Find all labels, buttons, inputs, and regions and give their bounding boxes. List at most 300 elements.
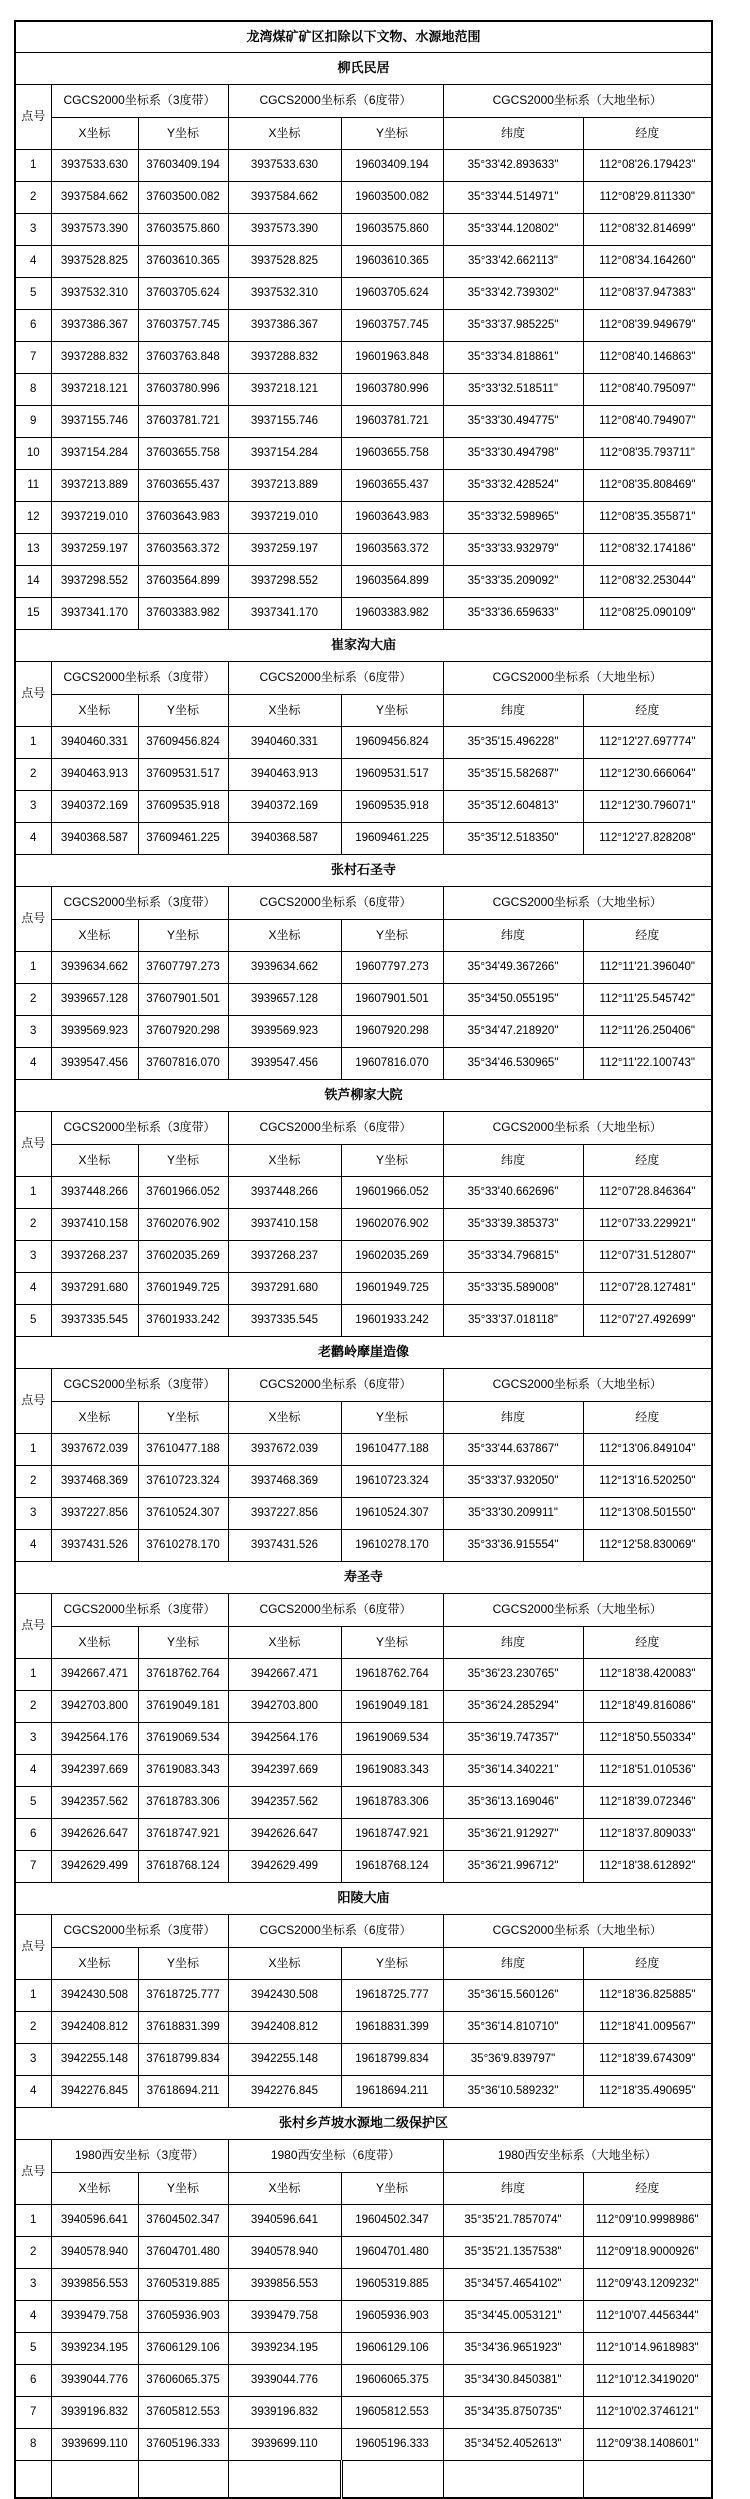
column-header-system: CGCS2000坐标系（大地坐标） (443, 1369, 712, 1402)
coordinate-value: 35°34'57.4654102" (443, 2269, 583, 2301)
coordinate-value: 35°36'15.560126" (443, 1980, 583, 2012)
coordinate-value: 35°33'33.932979" (443, 534, 583, 566)
coordinate-value: 19603575.860 (341, 214, 443, 246)
section-title: 柳氏民居 (15, 53, 712, 85)
coordinate-value: 35°36'21.912927" (443, 1819, 583, 1851)
coordinate-value: 112°12'30.796071" (583, 791, 712, 823)
point-number: 13 (15, 534, 51, 566)
coordinate-value: 35°34'47.218920" (443, 1016, 583, 1048)
page-title: 龙湾煤矿矿区扣除以下文物、水源地范围 (15, 21, 712, 53)
coordinate-value: 3937573.390 (228, 214, 341, 246)
data-row (15, 1980, 712, 2012)
coordinate-value: 35°33'42.662113" (443, 246, 583, 278)
coordinate-value: 35°33'42.893633" (443, 150, 583, 182)
coordinate-value: 3942357.562 (228, 1787, 341, 1819)
coordinate-value: 19604701.480 (341, 2237, 443, 2269)
coordinate-value: 3937468.369 (51, 1466, 138, 1498)
coordinate-value: 112°12'30.666064" (583, 759, 712, 791)
coordinate-value: 112°18'41.009567" (583, 2012, 712, 2044)
coordinate-value: 3940463.913 (51, 759, 138, 791)
coordinate-value: 37609535.918 (138, 791, 228, 823)
coordinate-value: 3939196.832 (228, 2397, 341, 2429)
coordinate-value: 37604701.480 (138, 2237, 228, 2269)
point-number: 3 (15, 214, 51, 246)
coordinate-value: 112°08'40.146863" (583, 342, 712, 374)
coordinate-value: 35°35'15.496228" (443, 727, 583, 759)
point-number: 4 (15, 2301, 51, 2333)
coordinate-value: 3937528.825 (228, 246, 341, 278)
coordinate-value: 19603563.372 (341, 534, 443, 566)
point-number: 15 (15, 598, 51, 630)
coordinate-value: 19601966.052 (341, 1177, 443, 1209)
column-header-lon: 经度 (583, 118, 712, 150)
coordinate-value: 35°34'30.8450381" (443, 2365, 583, 2397)
coordinate-value: 3942430.508 (228, 1980, 341, 2012)
column-header-system: CGCS2000坐标系（大地坐标） (443, 1915, 712, 1948)
coordinate-value: 19603500.082 (341, 182, 443, 214)
header-sub-row (15, 118, 712, 150)
coordinate-value: 37602035.269 (138, 1241, 228, 1273)
coordinate-value: 35°34'46.530965" (443, 1048, 583, 1080)
coordinate-value: 35°34'36.9651923" (443, 2333, 583, 2365)
column-header-y: Y坐标 (138, 1402, 228, 1434)
coordinate-value: 112°08'32.174186" (583, 534, 712, 566)
coordinate-value: 37610278.170 (138, 1530, 228, 1562)
point-number: 2 (15, 759, 51, 791)
data-row (15, 1691, 712, 1723)
coordinate-value: 3942255.148 (228, 2044, 341, 2076)
data-row (15, 502, 712, 534)
coordinate-value: 37603409.194 (138, 150, 228, 182)
coordinate-value: 37603610.365 (138, 246, 228, 278)
coordinate-value: 19602035.269 (341, 1241, 443, 1273)
column-header-lat: 纬度 (443, 1402, 583, 1434)
coordinate-value: 37607901.501 (138, 984, 228, 1016)
section-title: 崔家沟大庙 (15, 630, 712, 662)
data-row (15, 566, 712, 598)
point-number: 2 (15, 182, 51, 214)
point-number: 6 (15, 2365, 51, 2397)
coordinate-value: 35°33'30.209911" (443, 1498, 583, 1530)
column-header-lon: 经度 (583, 1948, 712, 1980)
point-number: 1 (15, 2205, 51, 2237)
coordinate-value: 19603643.983 (341, 502, 443, 534)
coordinate-value: 3939044.776 (51, 2365, 138, 2397)
coordinate-value: 35°34'45.0053121" (443, 2301, 583, 2333)
coordinate-value: 35°36'9.839797" (443, 2044, 583, 2076)
coordinate-value: 112°07'28.846364" (583, 1177, 712, 1209)
column-header-x: X坐标 (51, 1627, 138, 1659)
point-number: 8 (15, 2429, 51, 2461)
coordinate-value: 35°33'36.915554" (443, 1530, 583, 1562)
coordinate-value: 37618747.921 (138, 1819, 228, 1851)
data-row (15, 1305, 712, 1337)
column-header-y: Y坐标 (341, 695, 443, 727)
data-row (15, 246, 712, 278)
coordinate-value: 19619083.343 (341, 1755, 443, 1787)
coordinate-value: 112°10'07.4456344" (583, 2301, 712, 2333)
coordinate-value: 35°33'35.209092" (443, 566, 583, 598)
column-header-point: 点号 (15, 1594, 51, 1659)
column-header-system: 1980西安坐标（3度带） (51, 2140, 228, 2173)
coordinate-value: 3937448.266 (51, 1177, 138, 1209)
coordinate-value: 3937155.746 (51, 406, 138, 438)
coordinate-value: 3937219.010 (228, 502, 341, 534)
coordinate-value: 19603383.982 (341, 598, 443, 630)
coordinate-value: 3937259.197 (51, 534, 138, 566)
coordinate-value: 3937291.680 (51, 1273, 138, 1305)
point-number: 14 (15, 566, 51, 598)
coordinate-value: 19602076.902 (341, 1209, 443, 1241)
coordinate-value: 37609531.517 (138, 759, 228, 791)
empty-cell (583, 2461, 712, 2499)
column-header-system: CGCS2000坐标系（3度带） (51, 887, 228, 920)
coordinate-value: 37619083.343 (138, 1755, 228, 1787)
coordinate-value: 35°33'35.589008" (443, 1273, 583, 1305)
column-header-point: 点号 (15, 2140, 51, 2205)
column-header-system: 1980西安坐标（6度带） (228, 2140, 443, 2173)
header-group-row (15, 1112, 712, 1145)
coordinate-value: 19610524.307 (341, 1498, 443, 1530)
coordinate-value: 3940596.641 (51, 2205, 138, 2237)
coordinate-value: 35°33'34.818861" (443, 342, 583, 374)
coordinate-value: 19603757.745 (341, 310, 443, 342)
empty-cell (341, 2461, 443, 2499)
coordinate-value: 3937386.367 (228, 310, 341, 342)
column-header-lon: 经度 (583, 1145, 712, 1177)
header-group-row (15, 2140, 712, 2173)
coordinate-value: 3937468.369 (228, 1466, 341, 1498)
point-number: 5 (15, 1305, 51, 1337)
coordinate-value: 3940460.331 (51, 727, 138, 759)
coordinate-value: 112°08'26.179423" (583, 150, 712, 182)
coordinate-value: 112°09'10.9998986" (583, 2205, 712, 2237)
coordinate-value: 112°09'43.1209232" (583, 2269, 712, 2301)
coordinate-value: 19601949.725 (341, 1273, 443, 1305)
coordinate-value: 112°18'39.072346" (583, 1787, 712, 1819)
coordinate-value: 19609531.517 (341, 759, 443, 791)
coordinate-value: 35°34'49.367266" (443, 952, 583, 984)
coordinate-value: 3937341.170 (228, 598, 341, 630)
column-header-y: Y坐标 (341, 1627, 443, 1659)
header-group-row (15, 887, 712, 920)
coordinate-value: 37601949.725 (138, 1273, 228, 1305)
data-row (15, 1659, 712, 1691)
coordinate-value: 3942276.845 (51, 2076, 138, 2108)
coordinate-value: 3937268.237 (51, 1241, 138, 1273)
coordinate-value: 35°33'44.637867" (443, 1434, 583, 1466)
coordinate-value: 37603500.082 (138, 182, 228, 214)
data-row (15, 182, 712, 214)
point-number: 4 (15, 823, 51, 855)
column-header-lat: 纬度 (443, 1145, 583, 1177)
data-row (15, 791, 712, 823)
coordinate-value: 112°08'37.947383" (583, 278, 712, 310)
coordinate-value: 19605812.553 (341, 2397, 443, 2429)
data-row (15, 1209, 712, 1241)
column-header-lon: 经度 (583, 920, 712, 952)
coordinate-value: 35°35'21.1357538" (443, 2237, 583, 2269)
coordinate-value: 3942255.148 (51, 2044, 138, 2076)
data-row (15, 438, 712, 470)
coordinate-value: 112°18'35.490695" (583, 2076, 712, 2108)
data-row (15, 406, 712, 438)
data-row (15, 759, 712, 791)
coordinate-value: 37603643.983 (138, 502, 228, 534)
coordinate-value: 3942357.562 (51, 1787, 138, 1819)
point-number: 1 (15, 952, 51, 984)
data-row (15, 2205, 712, 2237)
coordinate-value: 3942397.669 (228, 1755, 341, 1787)
column-header-system: CGCS2000坐标系（6度带） (228, 1915, 443, 1948)
coordinate-value: 37603781.721 (138, 406, 228, 438)
point-number: 4 (15, 1755, 51, 1787)
column-header-y: Y坐标 (138, 1948, 228, 1980)
coordinate-value: 37603705.624 (138, 278, 228, 310)
coordinate-value: 19603409.194 (341, 150, 443, 182)
coordinate-value: 19610278.170 (341, 1530, 443, 1562)
header-sub-row (15, 1402, 712, 1434)
point-number: 1 (15, 1659, 51, 1691)
data-row (15, 727, 712, 759)
coordinate-value: 3939234.195 (228, 2333, 341, 2365)
column-header-system: CGCS2000坐标系（6度带） (228, 1594, 443, 1627)
column-header-system: CGCS2000坐标系（大地坐标） (443, 1112, 712, 1145)
coordinate-value: 37605319.885 (138, 2269, 228, 2301)
coordinate-value: 35°33'37.932050" (443, 1466, 583, 1498)
coordinate-value: 19603610.365 (341, 246, 443, 278)
coordinate-value: 112°18'51.010536" (583, 1755, 712, 1787)
data-row (15, 1048, 712, 1080)
data-row (15, 2397, 712, 2429)
point-number: 3 (15, 1498, 51, 1530)
column-header-system: CGCS2000坐标系（3度带） (51, 1915, 228, 1948)
section-title-row (15, 53, 712, 85)
header-group-row (15, 1369, 712, 1402)
coordinate-value: 19610723.324 (341, 1466, 443, 1498)
coordinate-value: 35°36'19.747357" (443, 1723, 583, 1755)
coordinate-value: 35°35'21.7857074" (443, 2205, 583, 2237)
coordinate-value: 3942626.647 (51, 1819, 138, 1851)
column-header-lat: 纬度 (443, 920, 583, 952)
coordinate-value: 19606065.375 (341, 2365, 443, 2397)
column-header-x: X坐标 (228, 1145, 341, 1177)
column-header-lon: 经度 (583, 2173, 712, 2205)
coordinate-value: 3937431.526 (228, 1530, 341, 1562)
point-number: 2 (15, 2012, 51, 2044)
coordinate-value: 37606129.106 (138, 2333, 228, 2365)
coordinate-value: 3939569.923 (228, 1016, 341, 1048)
point-number: 7 (15, 2397, 51, 2429)
coordinate-value: 37618831.399 (138, 2012, 228, 2044)
coordinate-value: 19607920.298 (341, 1016, 443, 1048)
coordinate-value: 3939234.195 (51, 2333, 138, 2365)
column-header-y: Y坐标 (341, 2173, 443, 2205)
coordinate-value: 3939699.110 (51, 2429, 138, 2461)
coordinate-value: 3942703.800 (51, 1691, 138, 1723)
section-title-row (15, 630, 712, 662)
coordinate-value: 3939657.128 (51, 984, 138, 1016)
header-group-row (15, 1594, 712, 1627)
coordinate-value: 112°18'39.674309" (583, 2044, 712, 2076)
coordinate-value: 3942276.845 (228, 2076, 341, 2108)
coordinate-value: 19601933.242 (341, 1305, 443, 1337)
coordinate-value: 37602076.902 (138, 1209, 228, 1241)
column-header-lon: 经度 (583, 1402, 712, 1434)
coordinate-value: 19618768.124 (341, 1851, 443, 1883)
coordinate-value: 35°33'34.796815" (443, 1241, 583, 1273)
coordinate-value: 3937386.367 (51, 310, 138, 342)
column-header-system: 1980西安坐标系（大地坐标） (443, 2140, 712, 2173)
coordinate-value: 3937288.832 (228, 342, 341, 374)
coordinate-value: 112°08'32.253044" (583, 566, 712, 598)
coordinate-value: 112°08'35.808469" (583, 470, 712, 502)
point-number: 2 (15, 2237, 51, 2269)
point-number: 8 (15, 374, 51, 406)
coordinate-value: 3937288.832 (51, 342, 138, 374)
coordinate-value: 112°09'38.1408601" (583, 2429, 712, 2461)
section-title-row (15, 2108, 712, 2140)
coordinate-value: 3942564.176 (51, 1723, 138, 1755)
section-title-row (15, 855, 712, 887)
data-row (15, 1755, 712, 1787)
coordinate-value: 112°11'25.545742" (583, 984, 712, 1016)
coordinate-value: 37601966.052 (138, 1177, 228, 1209)
coordinate-value: 37601933.242 (138, 1305, 228, 1337)
coordinate-value: 3942408.812 (51, 2012, 138, 2044)
coordinate-value: 19603781.721 (341, 406, 443, 438)
coordinate-value: 35°36'14.340221" (443, 1755, 583, 1787)
coordinate-value: 3937335.545 (228, 1305, 341, 1337)
coordinate-value: 3940460.331 (228, 727, 341, 759)
coordinate-value: 19619049.181 (341, 1691, 443, 1723)
coordinate-value: 19605936.903 (341, 2301, 443, 2333)
coordinate-value: 112°08'35.355871" (583, 502, 712, 534)
column-header-system: CGCS2000坐标系（3度带） (51, 1369, 228, 1402)
coordinate-value: 37603383.982 (138, 598, 228, 630)
coordinate-value: 37603655.437 (138, 470, 228, 502)
header-sub-row (15, 1145, 712, 1177)
coordinate-value: 112°18'38.612892" (583, 1851, 712, 1883)
column-header-y: Y坐标 (341, 1948, 443, 1980)
point-number: 3 (15, 791, 51, 823)
coordinate-value: 112°08'39.949679" (583, 310, 712, 342)
header-group-row (15, 1915, 712, 1948)
coordinate-value: 19603705.624 (341, 278, 443, 310)
column-header-point: 点号 (15, 887, 51, 952)
coordinate-table-body (15, 21, 712, 2498)
coordinate-value: 3940463.913 (228, 759, 341, 791)
coordinate-value: 3939196.832 (51, 2397, 138, 2429)
coordinate-value: 19609461.225 (341, 823, 443, 855)
coordinate-value: 19610477.188 (341, 1434, 443, 1466)
coordinate-value: 3937155.746 (228, 406, 341, 438)
coordinate-value: 3942408.812 (228, 2012, 341, 2044)
column-header-y: Y坐标 (341, 1402, 443, 1434)
coordinate-value: 3937410.158 (228, 1209, 341, 1241)
column-header-point: 点号 (15, 85, 51, 150)
coordinate-value: 19607797.273 (341, 952, 443, 984)
coordinate-value: 112°13'08.501550" (583, 1498, 712, 1530)
coordinate-value: 3937672.039 (228, 1434, 341, 1466)
data-row (15, 2076, 712, 2108)
coordinate-value: 19603564.899 (341, 566, 443, 598)
section-title: 张村乡芦坡水源地二级保护区 (15, 2108, 712, 2140)
coordinate-value: 19601963.848 (341, 342, 443, 374)
coordinate-value: 3940372.169 (51, 791, 138, 823)
coordinate-value: 37618694.211 (138, 2076, 228, 2108)
coordinate-value: 3937227.856 (228, 1498, 341, 1530)
coordinate-value: 112°07'28.127481" (583, 1273, 712, 1305)
column-header-x: X坐标 (51, 118, 138, 150)
coordinate-value: 112°11'21.396040" (583, 952, 712, 984)
coordinate-value: 37610723.324 (138, 1466, 228, 1498)
coordinate-value: 19618725.777 (341, 1980, 443, 2012)
coordinate-value: 37603655.758 (138, 438, 228, 470)
coordinate-value: 37618725.777 (138, 1980, 228, 2012)
coordinate-value: 37605196.333 (138, 2429, 228, 2461)
coordinate-value: 3942430.508 (51, 1980, 138, 2012)
data-row (15, 1273, 712, 1305)
section-title-row (15, 1562, 712, 1594)
coordinate-value: 3939479.758 (228, 2301, 341, 2333)
coordinate-value: 19618747.921 (341, 1819, 443, 1851)
coordinate-value: 112°07'31.512807" (583, 1241, 712, 1273)
coordinate-value: 37609461.225 (138, 823, 228, 855)
section-title-row (15, 1883, 712, 1915)
data-row (15, 2044, 712, 2076)
column-header-y: Y坐标 (138, 920, 228, 952)
point-number: 4 (15, 1048, 51, 1080)
coordinate-value: 35°35'12.518350" (443, 823, 583, 855)
coordinate-value: 19603655.437 (341, 470, 443, 502)
column-header-x: X坐标 (51, 1948, 138, 1980)
point-number: 4 (15, 246, 51, 278)
point-number: 1 (15, 150, 51, 182)
coordinate-value: 3939634.662 (228, 952, 341, 984)
point-number: 2 (15, 1209, 51, 1241)
coordinate-value: 112°12'27.828208" (583, 823, 712, 855)
coordinate-value: 3940372.169 (228, 791, 341, 823)
point-number: 4 (15, 2076, 51, 2108)
column-header-lat: 纬度 (443, 2173, 583, 2205)
coordinate-value: 37607816.070 (138, 1048, 228, 1080)
header-sub-row (15, 2173, 712, 2205)
column-header-y: Y坐标 (341, 118, 443, 150)
data-row (15, 1787, 712, 1819)
coordinate-value: 3937291.680 (228, 1273, 341, 1305)
coordinate-value: 3937218.121 (228, 374, 341, 406)
coordinate-value: 112°08'35.793711" (583, 438, 712, 470)
coordinate-value: 112°12'58.830069" (583, 1530, 712, 1562)
coordinate-value: 112°08'34.164260" (583, 246, 712, 278)
coordinate-value: 112°11'22.100743" (583, 1048, 712, 1080)
column-header-system: CGCS2000坐标系（大地坐标） (443, 887, 712, 920)
coordinate-value: 3942397.669 (51, 1755, 138, 1787)
coordinate-value: 19618694.211 (341, 2076, 443, 2108)
coordinate-value: 3937584.662 (228, 182, 341, 214)
coordinate-value: 37603564.899 (138, 566, 228, 598)
coordinate-value: 3937268.237 (228, 1241, 341, 1273)
data-row (15, 1723, 712, 1755)
coordinate-value: 37618799.834 (138, 2044, 228, 2076)
data-row (15, 374, 712, 406)
section-title: 阳陵大庙 (15, 1883, 712, 1915)
section-title-row (15, 1080, 712, 1112)
coordinate-value: 35°36'13.169046" (443, 1787, 583, 1819)
coordinate-value: 3937298.552 (228, 566, 341, 598)
coordinate-value: 3937448.266 (228, 1177, 341, 1209)
